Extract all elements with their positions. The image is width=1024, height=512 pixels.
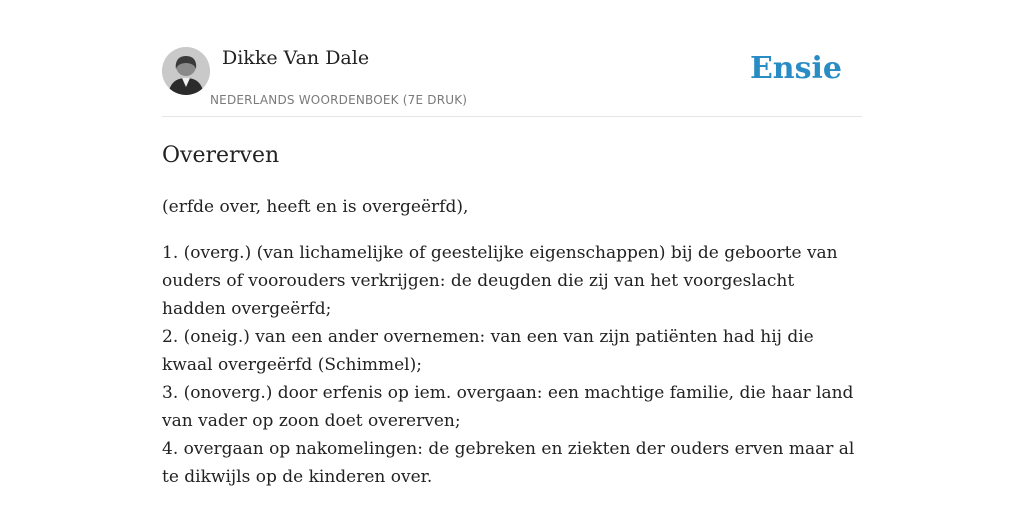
entry-title: Overerven xyxy=(162,143,280,168)
portrait-icon xyxy=(162,47,210,95)
entry-definition xyxy=(162,193,862,491)
entry-card xyxy=(162,0,862,509)
definition-senses: 1. (overg.) (van lichamelijke of geestelijke eigenschappen) bij de geboorte van ouders of voorouders verkrijgen: de deugden die zij van het voorgeslacht hadden overgeërfd; 2. (oneig.) van een ander overnemen: van een van zijn patiënten had hij die kwaal overgeërfd (Schimmel); 3. (onoverg.) door erfenis op iem. overgaan: een machtige familie, die haar land van vader op zoon doet overerven; 4. overgaan op nakomelingen: de gebreken en ziekten der ouders erven maar al te dikwijls op de kinderen over. xyxy=(162,243,855,487)
author-name[interactable]: Dikke Van Dale xyxy=(222,47,370,69)
author-avatar[interactable] xyxy=(162,47,210,95)
source-label: NEDERLANDS WOORDENBOEK (7E DRUK) xyxy=(210,93,468,107)
brand-logo[interactable]: Ensie xyxy=(749,51,842,86)
grammar-note: (erfde over, heeft en is overgeërfd), xyxy=(162,197,469,217)
entry-header xyxy=(162,0,862,117)
